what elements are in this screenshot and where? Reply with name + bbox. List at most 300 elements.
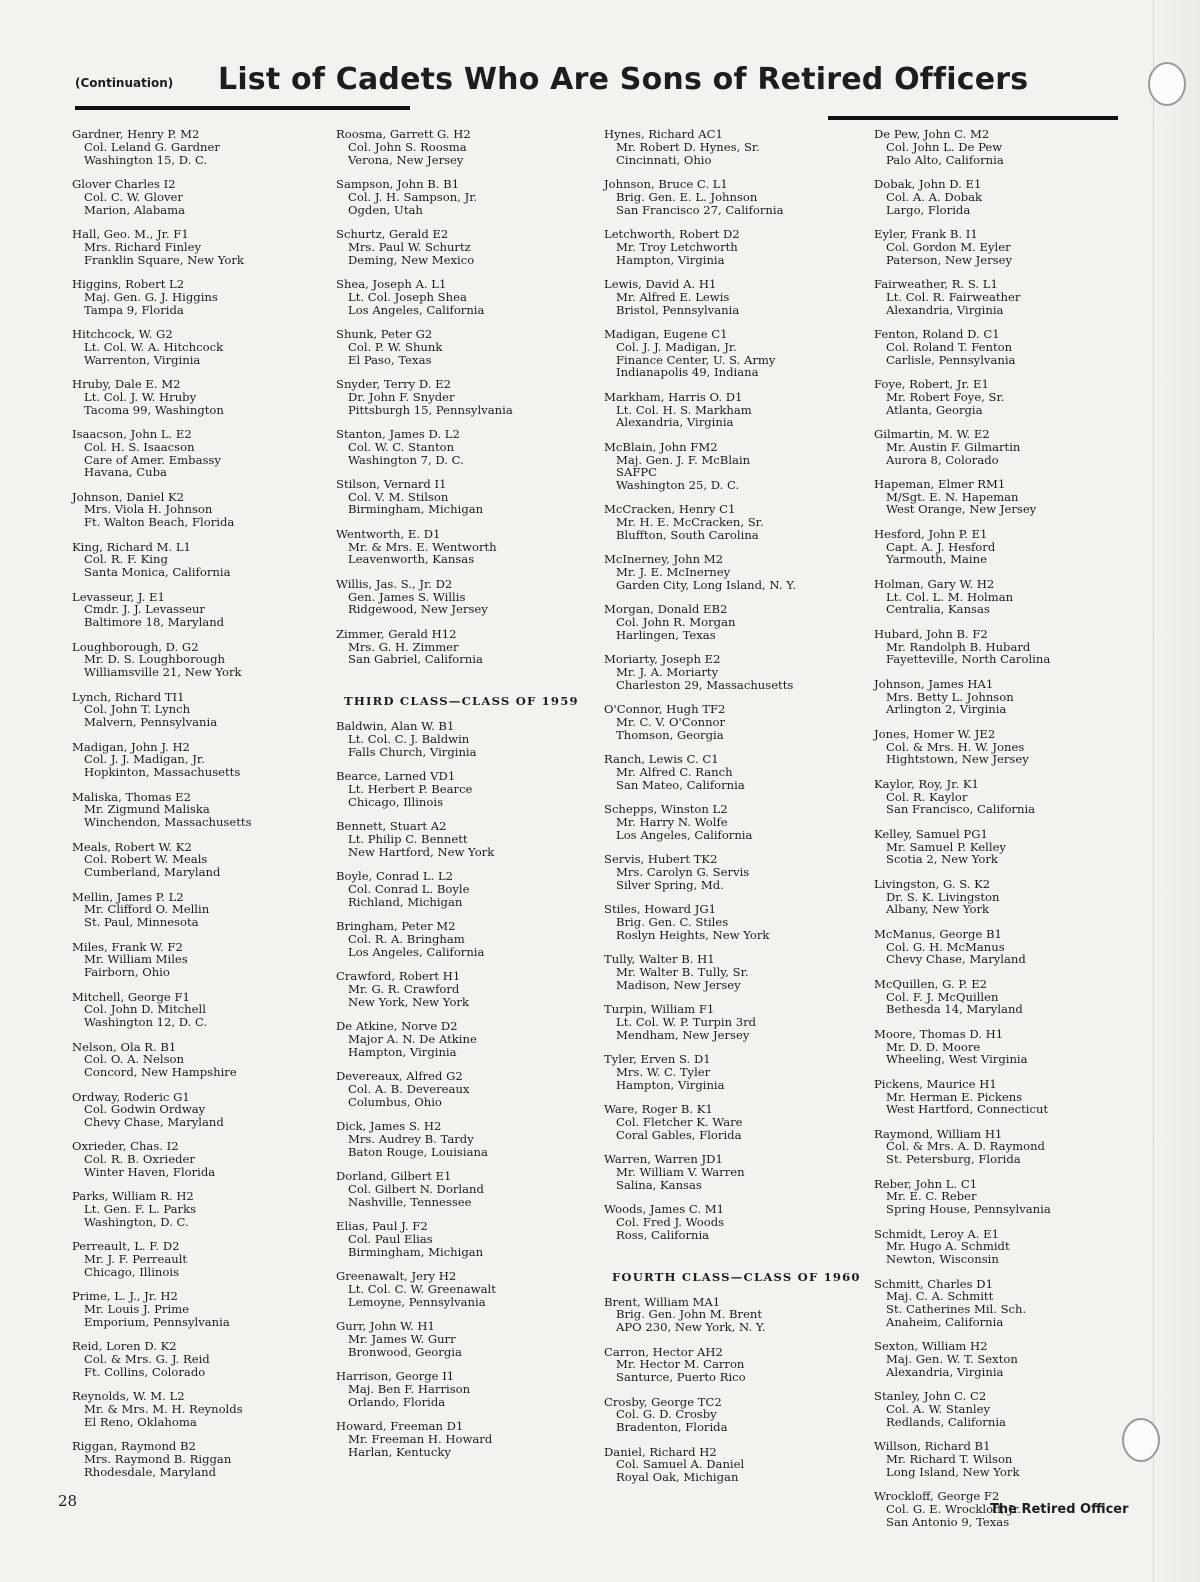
parent-info-line: Col. John R. Morgan (616, 615, 736, 630)
cadet-name: Sexton, William H2 (874, 1339, 988, 1354)
cadet-name: Johnson, James HA1 (874, 676, 994, 691)
cadet-name: Madigan, Eugene C1 (604, 326, 728, 341)
cadet-name: Crawford, Robert H1 (336, 969, 461, 984)
cadet-name: Hall, Geo. M., Jr. F1 (72, 226, 189, 241)
parent-info-line: Finance Center, U. S. Army (616, 352, 776, 367)
cadet-entry (72, 541, 334, 579)
parent-info-line: Col. Leland G. Gardner (84, 139, 220, 154)
cadet-name: Johnson, Bruce C. L1 (604, 176, 728, 191)
parent-info-line: Long Island, New York (886, 1464, 1020, 1479)
cadet-entry (874, 878, 1136, 916)
parent-info-line: Ridgewood, New Jersey (348, 602, 488, 617)
cadet-name: King, Richard M. L1 (72, 539, 191, 554)
cadet-name: Boyle, Conrad L. L2 (336, 869, 454, 884)
cadet-name: McQuillen, G. P. E2 (874, 976, 988, 991)
parent-info-line: Major A. N. De Atkine (348, 1031, 477, 1046)
parent-info-line: Maj. C. A. Schmitt (886, 1289, 994, 1304)
parent-info-line: Nashville, Tennessee (348, 1194, 472, 1209)
cadet-entry (72, 991, 334, 1029)
cadet-entry (874, 328, 1136, 366)
parent-info-line: Col. John D. Mitchell (84, 1002, 206, 1017)
cadet-name: Shunk, Peter G2 (336, 326, 433, 341)
cadet-name: Gardner, Henry P. M2 (72, 127, 200, 141)
cadet-name: Warren, Warren JD1 (604, 1152, 723, 1167)
parent-info-line: Hampton, Virginia (348, 1044, 457, 1059)
parent-info-line: Col. Fred J. Woods (616, 1215, 725, 1230)
parent-info-line: Bristol, Pennsylvania (616, 302, 740, 317)
parent-info-line: Birmingham, Michigan (348, 1244, 484, 1259)
cadet-name: McManus, George B1 (874, 926, 1002, 941)
cadet-entry (604, 1396, 866, 1434)
cadet-name: Sampson, John B. B1 (336, 176, 460, 191)
cadet-name: De Pew, John C. M2 (874, 127, 990, 141)
cadet-name: Ware, Roger B. K1 (604, 1102, 713, 1117)
parent-info-line: West Orange, New Jersey (886, 502, 1037, 517)
parent-info-line: Marion, Alabama (84, 202, 186, 217)
parent-info-line: Col. J. J. Madigan, Jr. (84, 752, 205, 767)
parent-info-line: Orlando, Florida (348, 1394, 446, 1409)
parent-info-line: Mrs. Raymond B. Riggan (84, 1452, 232, 1467)
parent-info-line: Baton Rouge, Louisiana (348, 1144, 488, 1159)
cadet-entry (336, 178, 598, 216)
cadet-entry (72, 941, 334, 979)
parent-info-line: Mr. Troy Letchworth (616, 239, 738, 254)
cadet-name: McCracken, Henry C1 (604, 502, 736, 517)
cadet-name: McBlain, John FM2 (604, 439, 718, 454)
cadet-name: Prime, L. J., Jr. H2 (72, 1289, 178, 1304)
parent-info-line: Col. Roland T. Fenton (886, 339, 1013, 354)
parent-info-line: Paterson, New Jersey (886, 252, 1013, 267)
cadet-entry (874, 628, 1136, 666)
cadet-name: Willis, Jas. S., Jr. D2 (336, 576, 453, 591)
cadet-name: Riggan, Raymond B2 (72, 1439, 196, 1454)
parent-info-line: Mr. D. S. Loughborough (84, 652, 225, 667)
cadet-name: Snyder, Terry D. E2 (336, 376, 451, 391)
parent-info-line: Mrs. G. H. Zimmer (348, 639, 459, 654)
parent-info-line: Lt. Col. L. M. Holman (886, 589, 1014, 604)
cadet-entry (72, 378, 334, 416)
parent-info-line: Col. A. B. Devereaux (348, 1081, 470, 1096)
cadet-name: Livingston, G. S. K2 (874, 876, 991, 891)
parent-info-line: Col. John S. Roosma (348, 139, 467, 154)
parent-info-line: Malvern, Pennsylvania (84, 715, 218, 730)
cadet-name: Bearce, Larned VD1 (336, 769, 456, 784)
parent-info-line: Bronwood, Georgia (348, 1344, 462, 1359)
cadet-name: Stiles, Howard JG1 (604, 902, 717, 917)
cadet-name: Letchworth, Robert D2 (604, 226, 740, 241)
cadet-name: Daniel, Richard H2 (604, 1444, 717, 1459)
parent-info-line: Verona, New Jersey (348, 152, 464, 167)
parent-info-line: Chicago, Illinois (348, 794, 444, 809)
parent-info-line: San Francisco, California (886, 802, 1036, 817)
parent-info-line: Mrs. W. C. Tyler (616, 1065, 711, 1080)
cadet-entry (874, 1340, 1136, 1378)
parent-info-line: Mrs. Betty L. Johnson (886, 689, 1014, 704)
parent-info-line: Col. John T. Lynch (84, 702, 191, 717)
parent-info-line: Bluffton, South Carolina (616, 528, 759, 543)
cadet-name: Ranch, Lewis C. C1 (604, 752, 719, 767)
cadet-name: Maliska, Thomas E2 (72, 789, 192, 804)
cadet-entry (604, 178, 866, 216)
parent-info-line: Cmdr. J. J. Levasseur (84, 602, 205, 617)
parent-info-line: San Mateo, California (616, 778, 745, 792)
parent-info-line: Mr. Herman E. Pickens (886, 1089, 1023, 1104)
parent-info-line: Lt. Philip C. Bennett (348, 832, 468, 846)
cadet-name: Brent, William MA1 (604, 1294, 721, 1309)
parent-info-line: Bethesda 14, Maryland (886, 1002, 1023, 1017)
parent-info-line: Spring House, Pennsylvania (886, 1202, 1051, 1217)
cadet-name: Hynes, Richard AC1 (604, 127, 723, 141)
parent-info-line: Lt. Col. C. W. Greenawalt (348, 1281, 496, 1296)
continuation-label: (Continuation) (75, 76, 174, 90)
cadet-entry (336, 1270, 598, 1308)
cadet-entry (604, 1203, 866, 1241)
parent-info-line: Lemoyne, Pennsylvania (348, 1294, 486, 1309)
cadet-entry (72, 1240, 334, 1278)
cadet-name: Hubard, John B. F2 (874, 626, 988, 641)
parent-info-line: Mr. Clifford O. Mellin (84, 902, 210, 917)
cadet-entry (336, 720, 598, 758)
cadet-entry (72, 1290, 334, 1328)
cadet-name: Loughborough, D. G2 (72, 639, 199, 654)
parent-info-line: Los Angeles, California (348, 944, 485, 959)
parent-info-line: APO 230, New York, N. Y. (616, 1320, 766, 1335)
parent-info-line: Mr. Alfred E. Lewis (616, 289, 730, 304)
cadet-entry (336, 578, 598, 616)
parent-info-line: Mr. H. E. McCracken, Sr. (616, 515, 764, 530)
cadet-entry (874, 1440, 1136, 1478)
cadet-entry (874, 1078, 1136, 1116)
parent-info-line: Garden City, Long Island, N. Y. (616, 578, 797, 593)
cadet-entry (874, 1028, 1136, 1066)
parent-info-line: Col. & Mrs. H. W. Jones (886, 739, 1025, 754)
cadet-entry (604, 128, 866, 166)
parent-info-line: Madison, New Jersey (616, 977, 741, 992)
cadet-entry (604, 1153, 866, 1191)
cadet-entry (336, 870, 598, 908)
cadet-name: Stanley, John C. C2 (874, 1389, 987, 1404)
parent-info-line: Mr. Louis J. Prime (84, 1302, 190, 1317)
parent-info-line: Col. Godwin Ordway (84, 1102, 206, 1117)
parent-info-line: Col. O. A. Nelson (84, 1052, 184, 1067)
parent-info-line: Mr. Samuel P. Kelley (886, 839, 1006, 854)
cadet-entry (336, 1370, 598, 1408)
cadet-name: Devereaux, Alfred G2 (336, 1069, 463, 1084)
cadet-name: Reber, John L. C1 (874, 1176, 978, 1191)
cadet-name: Zimmer, Gerald H12 (336, 626, 457, 641)
parent-info-line: Mr. J. A. Moriarty (616, 665, 719, 680)
cadet-entry (72, 1340, 334, 1378)
cadet-entry (604, 1446, 866, 1484)
parent-info-line: Mr. Randolph B. Hubard (886, 639, 1031, 654)
parent-info-line: Falls Church, Virginia (348, 744, 477, 759)
page-edge (1153, 0, 1200, 1582)
cadet-entry (72, 641, 334, 679)
parent-info-line: Col. & Mrs. G. J. Reid (84, 1352, 210, 1367)
cadet-name: McInerney, John M2 (604, 552, 724, 567)
parent-info-line: Lt. Col. J. W. Hruby (84, 389, 197, 404)
cadet-name: Schepps, Winston L2 (604, 802, 728, 817)
cadet-name: Reid, Loren D. K2 (72, 1339, 177, 1354)
parent-info-line: Indianapolis 49, Indiana (616, 365, 759, 380)
parent-info-line: Mr. J. F. Perreault (84, 1252, 188, 1267)
parent-info-line: Brig. Gen. E. L. Johnson (616, 189, 758, 204)
parent-info-line: Wheeling, West Virginia (886, 1052, 1028, 1067)
cadet-name: Holman, Gary W. H2 (874, 576, 995, 591)
class-section-heading: FOURTH CLASS—CLASS OF 1960 (612, 1269, 861, 1284)
cadet-entry (604, 1103, 866, 1141)
cadet-entry (72, 841, 334, 879)
parent-info-line: Newton, Wisconsin (886, 1252, 999, 1267)
cadet-name: Bennett, Stuart A2 (336, 819, 447, 834)
parent-info-line: Cumberland, Maryland (84, 865, 221, 880)
cadet-entry (72, 1041, 334, 1079)
parent-info-line: Ft. Collins, Colorado (84, 1365, 206, 1380)
cadet-entry (72, 328, 334, 366)
parent-info-line: Mr. James W. Gurr (348, 1331, 456, 1346)
cadet-name: Howard, Freeman D1 (336, 1419, 464, 1434)
cadet-name: Moriarty, Joseph E2 (604, 652, 721, 667)
parent-info-line: Roslyn Heights, New York (616, 927, 770, 942)
parent-info-line: Winchendon, Massachusetts (84, 815, 252, 830)
cadet-entry (336, 970, 598, 1008)
cadet-name: Greenawalt, Jery H2 (336, 1269, 457, 1284)
class-section-heading: THIRD CLASS—CLASS OF 1959 (344, 694, 579, 709)
cadet-entry (874, 428, 1136, 466)
parent-info-line: Mr. Alfred C. Ranch (616, 765, 733, 780)
parent-info-line: Col. Paul Elias (348, 1231, 433, 1246)
cadet-entry (72, 1390, 334, 1428)
parent-info-line: Mr. Harry N. Wolfe (616, 815, 728, 830)
parent-info-line: Maj. Gen. W. T. Sexton (886, 1352, 1018, 1367)
parent-info-line: Mrs. Richard Finley (84, 239, 202, 254)
cadet-entry (336, 328, 598, 366)
parent-info-line: Lt. Col. W. P. Turpin 3rd (616, 1015, 757, 1030)
parent-info-line: Los Angeles, California (348, 302, 485, 317)
cadet-name: Lynch, Richard TI1 (72, 689, 185, 704)
cadet-name: Morgan, Donald EB2 (604, 602, 728, 617)
title-rule-left (75, 106, 410, 110)
parent-info-line: Harlan, Kentucky (348, 1444, 451, 1459)
cadet-name: Dorland, Gilbert E1 (336, 1169, 452, 1184)
cadet-entry (874, 1278, 1136, 1329)
cadet-entry (604, 553, 866, 591)
parent-info-line: Chevy Chase, Maryland (84, 1115, 224, 1130)
cadet-entry (874, 1178, 1136, 1216)
parent-info-line: Chevy Chase, Maryland (886, 952, 1026, 967)
punch-hole-top (1148, 62, 1186, 106)
cadet-entry (72, 1140, 334, 1178)
parent-info-line: Col. J. J. Madigan, Jr. (616, 339, 737, 354)
parent-info-line: Col. G. H. McManus (886, 939, 1005, 954)
cadet-entry (336, 1420, 598, 1458)
parent-info-line: Col. C. W. Glover (84, 189, 183, 204)
parent-info-line: Lt. Col. Joseph Shea (348, 289, 467, 304)
cadet-name: Reynolds, W. M. L2 (72, 1389, 185, 1404)
cadet-entry (336, 1120, 598, 1158)
cadet-entry (604, 903, 866, 941)
parent-info-line: Alexandria, Virginia (616, 415, 734, 430)
cadet-name: Schmidt, Leroy A. E1 (874, 1226, 999, 1241)
parent-info-line: St. Petersburg, Florida (886, 1152, 1021, 1167)
cadet-entry (604, 653, 866, 691)
cadet-name: Pickens, Maurice H1 (874, 1076, 997, 1091)
parent-info-line: Col. R. Kaylor (886, 789, 968, 804)
parent-info-line: Mr. J. E. McInerney (616, 565, 731, 580)
parent-info-line: Williamsville 21, New York (84, 665, 242, 680)
parent-info-line: Col. A. A. Dobak (886, 189, 983, 204)
cadet-entry (874, 1390, 1136, 1428)
cadet-name: Gurr, John W. H1 (336, 1319, 435, 1334)
parent-info-line: Columbus, Ohio (348, 1094, 442, 1109)
cadet-name: Gilmartin, M. W. E2 (874, 426, 990, 441)
cadet-name: Glover Charles I2 (72, 176, 176, 191)
parent-info-line: Pittsburgh 15, Pennsylvania (348, 402, 513, 417)
parent-info-line: Col. Conrad L. Boyle (348, 881, 470, 896)
cadet-name: Woods, James C. M1 (604, 1202, 724, 1217)
cadet-name: Hesford, John P. E1 (874, 526, 988, 541)
parent-info-line: Dr. S. K. Livingston (886, 889, 1000, 904)
cadet-name: Elias, Paul J. F2 (336, 1219, 428, 1234)
parent-info-line: Hightstown, New Jersey (886, 752, 1029, 767)
parent-info-line: Col. V. M. Stilson (348, 489, 449, 504)
parent-info-line: Washington 7, D. C. (348, 452, 464, 467)
parent-info-line: Ogden, Utah (348, 202, 423, 217)
column-2 (336, 128, 598, 1470)
parent-info-line: Royal Oak, Michigan (616, 1470, 739, 1485)
parent-info-line: Ross, California (616, 1227, 710, 1242)
parent-info-line: Col. & Mrs. A. D. Raymond (886, 1139, 1045, 1154)
cadet-entry (604, 753, 866, 791)
parent-info-line: Mr. William Miles (84, 952, 188, 967)
parent-info-line: Salina, Kansas (616, 1177, 702, 1192)
parent-info-line: Brig. Gen. C. Stiles (616, 915, 729, 930)
cadet-name: Madigan, John J. H2 (72, 739, 190, 754)
cadet-name: Turpin, William F1 (604, 1002, 715, 1017)
parent-info-line: Winter Haven, Florida (84, 1165, 216, 1180)
cadet-entry (874, 1128, 1136, 1166)
parent-info-line: Albany, New York (886, 902, 990, 917)
parent-info-line: Birmingham, Michigan (348, 502, 484, 517)
cadet-entry (874, 578, 1136, 616)
parent-info-line: Deming, New Mexico (348, 252, 475, 267)
parent-info-line: Carlisle, Pennsylvania (886, 352, 1016, 367)
cadet-name: Isaacson, John L. E2 (72, 426, 192, 441)
cadet-name: Meals, Robert W. K2 (72, 839, 192, 854)
cadet-name: Shea, Joseph A. L1 (336, 276, 447, 291)
cadet-entry (604, 1296, 866, 1334)
parent-info-line: St. Paul, Minnesota (84, 915, 199, 930)
parent-info-line: Mr. Hugo A. Schmidt (886, 1239, 1010, 1254)
parent-info-line: M/Sgt. E. N. Hapeman (886, 489, 1019, 504)
parent-info-line: Col. H. S. Isaacson (84, 439, 195, 454)
cadet-name: Johnson, Daniel K2 (72, 489, 185, 504)
cadet-name: Roosma, Garrett G. H2 (336, 127, 471, 141)
cadet-name: Lewis, David A. H1 (604, 276, 717, 291)
parent-info-line: Mr. Richard T. Wilson (886, 1452, 1013, 1467)
parent-info-line: Washington 25, D. C. (616, 478, 740, 493)
cadet-name: Fenton, Roland D. C1 (874, 326, 1000, 341)
cadet-name: Stanton, James D. L2 (336, 426, 460, 441)
cadet-name: Hitchcock, W. G2 (72, 326, 173, 341)
parent-info-line: El Reno, Oklahoma (84, 1415, 197, 1429)
cadet-name: Higgins, Robert L2 (72, 276, 185, 291)
parent-info-line: San Gabriel, California (348, 652, 483, 667)
cadet-name: Ordway, Roderic G1 (72, 1089, 190, 1104)
column-1 (72, 128, 334, 1490)
cadet-name: Jones, Homer W. JE2 (874, 726, 996, 741)
cadet-name: Fairweather, R. S. L1 (874, 276, 998, 291)
cadet-name: Willson, Richard B1 (874, 1439, 991, 1454)
cadet-entry (336, 628, 598, 666)
cadet-entry (336, 128, 598, 166)
parent-info-line: New Hartford, New York (348, 844, 495, 859)
cadet-entry (72, 741, 334, 779)
parent-info-line: Mrs. Audrey B. Tardy (348, 1131, 474, 1146)
cadet-entry (72, 178, 334, 216)
parent-info-line: Capt. A. J. Hesford (886, 539, 996, 554)
parent-info-line: Mr. & Mrs. M. H. Reynolds (84, 1402, 243, 1417)
cadet-entry (874, 678, 1136, 716)
parent-info-line: Washington 15, D. C. (84, 152, 208, 167)
parent-info-line: Dr. John F. Snyder (348, 389, 455, 404)
parent-info-line: Lt. Gen. F. L. Parks (84, 1202, 197, 1217)
cadet-name: Eyler, Frank B. I1 (874, 226, 978, 241)
parent-info-line: Fayetteville, North Carolina (886, 652, 1051, 667)
cadet-entry (72, 691, 334, 729)
parent-info-line: Richland, Michigan (348, 894, 463, 909)
parent-info-line: Fairborn, Ohio (84, 965, 170, 980)
parent-info-line: San Antonio 9, Texas (886, 1514, 1010, 1529)
parent-info-line: Scotia 2, New York (886, 852, 998, 867)
cadet-entry (874, 128, 1136, 166)
parent-info-line: Mr. C. V. O'Connor (616, 715, 726, 730)
cadet-entry (874, 278, 1136, 316)
parent-info-line: Col. W. C. Stanton (348, 439, 455, 454)
parent-info-line: Col. P. W. Shunk (348, 339, 443, 354)
parent-info-line: Los Angeles, California (616, 827, 753, 842)
parent-info-line: Ft. Walton Beach, Florida (84, 515, 235, 530)
parent-info-line: Harlingen, Texas (616, 628, 716, 643)
cadet-entry (604, 278, 866, 316)
title-rule-right (828, 116, 1118, 120)
parent-info-line: Mr. Austin F. Gilmartin (886, 439, 1021, 454)
parent-info-line: Baltimore 18, Maryland (84, 615, 225, 630)
publication-name: The Retired Officer (990, 1502, 1129, 1517)
cadet-name: Miles, Frank W. F2 (72, 939, 183, 954)
parent-info-line: St. Catherines Mil. Sch. (886, 1302, 1027, 1317)
cadet-name: Mitchell, George F1 (72, 989, 190, 1004)
parent-info-line: Lt. Col. H. S. Markham (616, 402, 752, 417)
parent-info-line: Gen. James S. Willis (348, 589, 466, 604)
parent-info-line: Chicago, Illinois (84, 1265, 180, 1280)
parent-info-line: Charleston 29, Massachusetts (616, 678, 794, 693)
cadet-name: Parks, William R. H2 (72, 1189, 194, 1204)
cadet-name: Wrockloff, George F2 (874, 1489, 1000, 1504)
cadet-entry (874, 378, 1136, 416)
parent-info-line: New York, New York (348, 994, 469, 1009)
cadet-entry (72, 891, 334, 929)
parent-info-line: Brig. Gen. John M. Brent (616, 1307, 763, 1322)
cadet-name: Harrison, George I1 (336, 1369, 455, 1384)
cadet-name: Raymond, William H1 (874, 1126, 1003, 1141)
parent-info-line: Leavenworth, Kansas (348, 552, 475, 567)
parent-info-line: Thomson, Georgia (616, 728, 724, 743)
parent-info-line: Mr. E. C. Reber (886, 1189, 977, 1204)
parent-info-line: Hopkinton, Massachusetts (84, 765, 241, 780)
parent-info-line: Santurce, Puerto Rico (616, 1370, 746, 1385)
cadet-name: Kelley, Samuel PG1 (874, 826, 988, 841)
